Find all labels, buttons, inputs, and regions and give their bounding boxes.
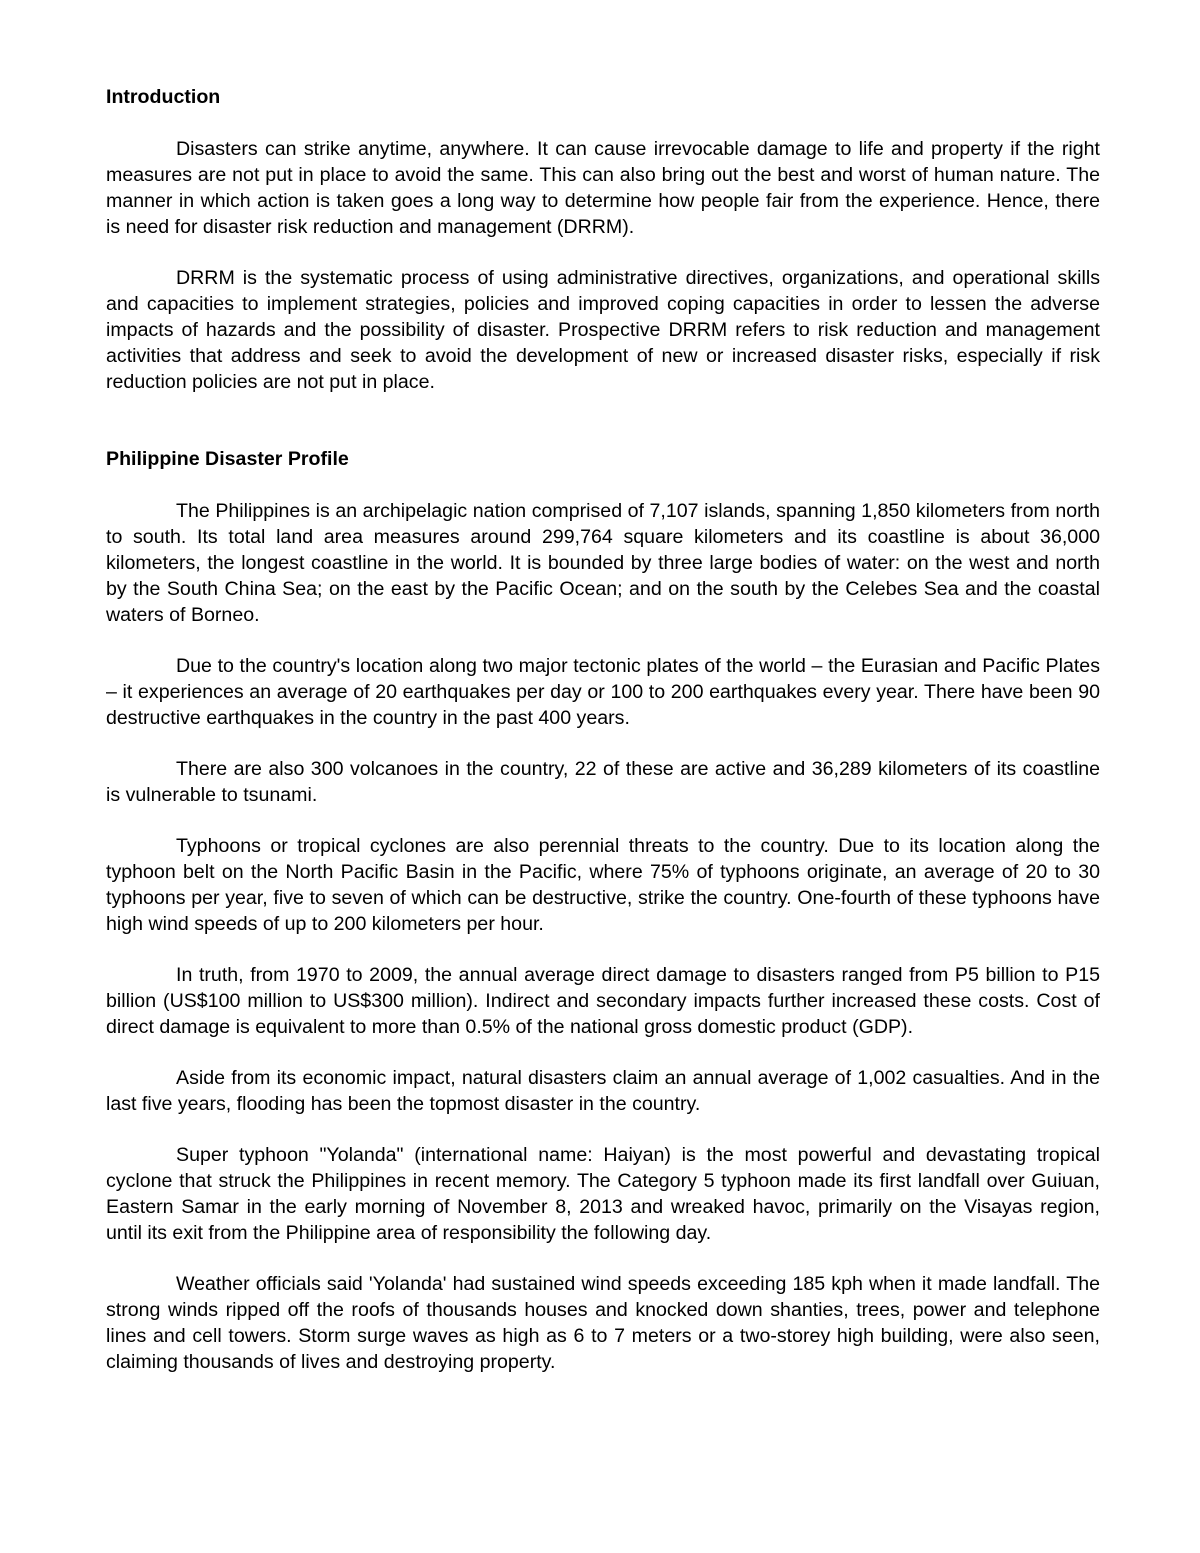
paragraph: In truth, from 1970 to 2009, the annual average direct damage to disasters ranged from P5 billion to P15 billion (US$100 million to US$300 million). Indirect and secondary impacts further increased these costs. Cost of direct damage is equivalent to more than 0.5% of the national gross domestic product (GDP). <box>106 964 1100 1038</box>
spacer <box>106 395 1100 446</box>
spacer <box>106 628 1100 653</box>
spacer <box>106 472 1100 498</box>
paragraph: Super typhoon "Yolanda" (international name: Haiyan) is the most powerful and devastating tropical cyclone that struck the Philippines in recent memory. The Category 5 typhoon made its first landfall over Guiuan, Eastern Samar in the early morning of November 8, 2013 and wreaked havoc, primarily on the Visayas region, until its exit from the Philippine area of responsibility the following day. <box>106 1144 1100 1244</box>
spacer <box>106 1246 1100 1271</box>
spacer <box>106 240 1100 265</box>
spacer <box>106 731 1100 756</box>
spacer <box>106 110 1100 136</box>
document-page <box>106 84 1100 1375</box>
paragraph: Typhoons or tropical cyclones are also perennial threats to the country. Due to its location along the typhoon belt on the North Pacific Basin in the Pacific, where 75% of typhoons originate, an average of 20 to 30 typhoons per year, five to seven of which can be destructive, strike the country. One-fourth of these typhoons have high wind speeds of up to 200 kilometers per hour. <box>106 835 1100 935</box>
section-heading-introduction: Introduction <box>106 86 221 108</box>
paragraph: Due to the country's location along two major tectonic plates of the world – the Eurasian and Pacific Plates – it experiences an average of 20 earthquakes per day or 100 to 200 earthquakes every year. There have been 90 destructive earthquakes in the country in the past 400 years. <box>106 655 1100 729</box>
section-heading-philippine-disaster-profile: Philippine Disaster Profile <box>106 448 349 470</box>
spacer <box>106 1040 1100 1065</box>
paragraph: There are also 300 volcanoes in the country, 22 of these are active and 36,289 kilometers of its coastline is vulnerable to tsunami. <box>106 758 1100 806</box>
paragraph: Weather officials said 'Yolanda' had sustained wind speeds exceeding 185 kph when it made landfall. The strong winds ripped off the roofs of thousands houses and knocked down shanties, trees, power and telephone lines and cell towers. Storm surge waves as high as 6 to 7 meters or a two-storey high building, were also seen, claiming thousands of lives and destroying property. <box>106 1273 1100 1373</box>
spacer <box>106 937 1100 962</box>
paragraph: Disasters can strike anytime, anywhere. It can cause irrevocable damage to life and property if the right measures are not put in place to avoid the same. This can also bring out the best and worst of human nature. The manner in which action is taken goes a long way to determine how people fair from the experience. Hence, there is need for disaster risk reduction and management (DRRM). <box>106 138 1100 238</box>
spacer <box>106 1117 1100 1142</box>
spacer <box>106 808 1100 833</box>
paragraph: The Philippines is an archipelagic nation comprised of 7,107 islands, spanning 1,850 kilometers from north to south. Its total land area measures around 299,764 square kilometers and its coastline is about 36,000 kilometers, the longest coastline in the world. It is bounded by three large bodies of water: on the west and north by the South China Sea; on the east by the Pacific Ocean; and on the south by the Celebes Sea and the coastal waters of Borneo. <box>106 500 1100 626</box>
paragraph: DRRM is the systematic process of using administrative directives, organizations, and operational skills and capacities to implement strategies, policies and improved coping capacities in order to lessen the adverse impacts of hazards and the possibility of disaster. Prospective DRRM refers to risk reduction and management activities that address and seek to avoid the development of new or increased disaster risks, especially if risk reduction policies are not put in place. <box>106 267 1100 393</box>
paragraph: Aside from its economic impact, natural disasters claim an annual average of 1,002 casualties. And in the last five years, flooding has been the topmost disaster in the country. <box>106 1067 1100 1115</box>
